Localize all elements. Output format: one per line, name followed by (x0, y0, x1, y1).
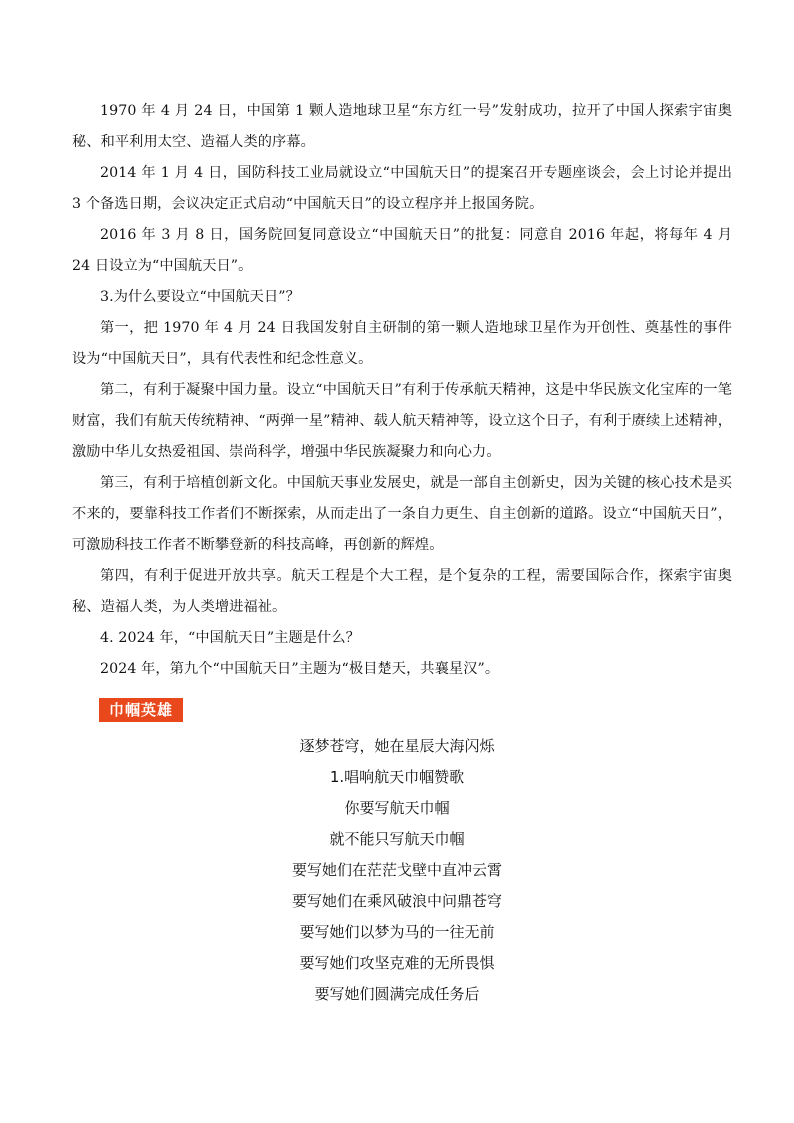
paragraph-2014-symposium: 2014 年 1 月 4 日，国防科技工业局就设立“中国航天日”的提案召开专题座谈会，会上讨论并提出 3 个备选日期，会议决定正式启动“中国航天日”的设立程序并上报国务院。 (72, 165, 732, 212)
paragraph-reason-first: 第一，把 1970 年 4 月 24 日我国发射自主研制的第一颗人造地球卫星作为开创性、奠基性的事件设为“中国航天日”，具有代表性和纪念性意义。 (72, 320, 732, 367)
paragraph-dongfanghong-launch: 1970 年 4 月 24 日，中国第 1 颗人造地球卫星“东方红一号”发射成功，拉开了中国人探索宇宙奥秘、和平利用太空、造福人类的序幕。 (72, 103, 732, 150)
poem-line: 要写她们以梦为马的一往无前 (299, 923, 495, 941)
poem-line: 就不能只写航天巾帼 (329, 830, 465, 848)
poem-line: 你要写航天巾帼 (344, 799, 450, 817)
section-badge-heroines: 巾帼英雄 (99, 698, 183, 722)
paragraph-2024-theme: 2024 年，第九个“中国航天日”主题为“极目楚天，共襄星汉”。 (100, 661, 500, 677)
question-2024-theme: 4. 2024 年，“中国航天日”主题是什么？ (100, 630, 360, 646)
poem-line: 要写她们在茫茫戈壁中直冲云霄 (291, 861, 502, 879)
paragraph-reason-second: 第二，有利于凝聚中国力量。设立“中国航天日”有利于传承航天精神，这是中华民族文化宝库的一笔财富，我们有航天传统精神、“两弹一星”精神、载人航天精神等，设立这个日子，有利于赓续上述精神，激励中华儿女热爱祖国、崇尚科学，增强中华民族凝聚力和向心力。 (72, 382, 732, 460)
poem-line: 要写她们圆满完成任务后 (314, 985, 480, 1003)
poem-line: 要写她们在乘风破浪中问鼎苍穹 (291, 892, 502, 910)
poem-line: 逐梦苍穹，她在星辰大海闪烁 (299, 737, 495, 755)
paragraph-reason-third: 第三，有利于培植创新文化。中国航天事业发展史，就是一部自主创新史，因为关键的核心技术是买不来的，要靠科技工作者们不断探索，从而走出了一条自力更生、自主创新的道路。设立“中国航天日”，可激励科技工作者不断攀登新的科技高峰，再创新的辉煌。 (72, 475, 732, 553)
poem-line: 1.唱响航天巾帼赞歌 (329, 768, 465, 786)
paragraph-reason-fourth: 第四，有利于促进开放共享。航天工程是个大工程，是个复杂的工程，需要国际合作，探索宇宙奥秘、造福人类，为人类增进福祉。 (72, 568, 732, 615)
question-why-establish: 3.为什么要设立“中国航天日”？ (100, 289, 300, 305)
poem-block (0, 731, 794, 1010)
poem-line: 要写她们攻坚克难的无所畏惧 (299, 954, 495, 972)
article-body (72, 96, 732, 685)
paragraph-2016-approval: 2016 年 3 月 8 日，国务院回复同意设立“中国航天日”的批复：同意自 2016 年起，将每年 4 月 24 日设立为“中国航天日”。 (72, 227, 732, 274)
